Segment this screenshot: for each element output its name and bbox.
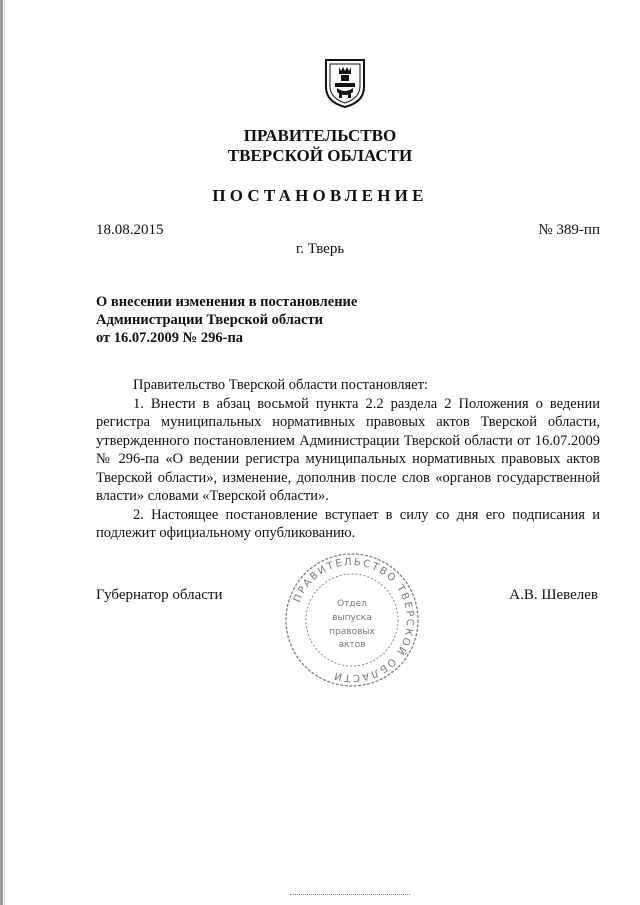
stamp-center-line-4: актов bbox=[338, 640, 366, 650]
document-body bbox=[96, 376, 600, 543]
organization-name bbox=[0, 126, 640, 166]
subject-line-1: О внесении изменения в постановление bbox=[96, 294, 358, 310]
stamp-ring-text: ПРАВИТЕЛЬСТВО ТВЕРСКОЙ ОБЛАСТИ bbox=[292, 556, 416, 684]
org-line-1: ПРАВИТЕЛЬСТВО bbox=[243, 126, 397, 145]
body-intro: Правительство Тверской области постановляет: bbox=[133, 377, 428, 393]
body-item-2: 2. Настоящее постановление вступает в силу со дня его подписания и подлежит официальному опубликованию. bbox=[96, 506, 600, 541]
document-city: г. Тверь bbox=[295, 241, 345, 257]
official-stamp bbox=[282, 550, 422, 690]
signer-name: А.В. Шевелев bbox=[509, 587, 598, 603]
signer-position: Губернатор области bbox=[96, 587, 223, 603]
coat-of-arms-icon bbox=[323, 57, 367, 109]
document-type: ПОСТАНОВЛЕНИЕ bbox=[212, 186, 428, 205]
scan-artifact bbox=[290, 894, 410, 897]
stamp-center-line-1: Отдел bbox=[337, 599, 367, 609]
document-date: 18.08.2015 bbox=[96, 222, 164, 238]
document-number: № 389-пп bbox=[538, 222, 600, 238]
stamp-center-line-2: выпуска bbox=[332, 613, 372, 623]
subject-line-3: от 16.07.2009 № 296-па bbox=[96, 330, 244, 346]
subject-line-2: Администрации Тверской области bbox=[96, 312, 324, 328]
document-subject bbox=[96, 293, 357, 347]
org-line-2: ТВЕРСКОЙ ОБЛАСТИ bbox=[227, 146, 413, 165]
body-item-1: 1. Внести в абзац восьмой пункта 2.2 раздела 2 Положения о ведении регистра муниципальных нормативных правовых актов Тверской области, утвержденного постановлением Администрации Тверской области от 16.07.2009 № 296-па «О ведении регистра муниципальных нормативных правовых актов Тверской области», изменение, дополнив после слов «органов государственной власти» словами «Тверской области». bbox=[96, 395, 600, 504]
stamp-center-line-3: правовых bbox=[329, 627, 375, 637]
